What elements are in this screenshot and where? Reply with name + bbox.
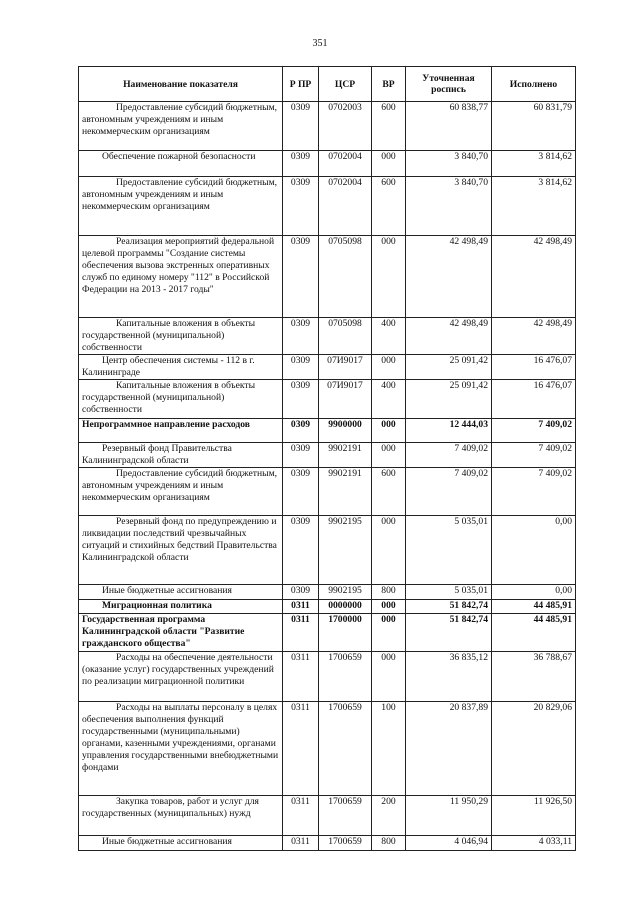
header-csr: ЦСР: [319, 67, 372, 102]
row-plan-cell: 7 409,02: [406, 443, 492, 468]
table-row: [79, 355, 576, 380]
row-vr-cell: 000: [372, 419, 406, 443]
row-vr-cell: 600: [372, 468, 406, 516]
row-plan-cell: 25 091,42: [406, 380, 492, 419]
row-rpr-cell: 0311: [283, 796, 319, 836]
budget-table: [78, 66, 576, 851]
page-number: 351: [312, 38, 328, 49]
row-plan-cell: 3 840,70: [406, 151, 492, 177]
header-vr: ВР: [372, 67, 406, 102]
row-rpr-cell: 0309: [283, 443, 319, 468]
table-row: [79, 796, 576, 836]
row-vr-cell: 000: [372, 236, 406, 318]
row-rpr-cell: 0311: [283, 652, 319, 702]
row-done-cell: 16 476,07: [492, 355, 576, 380]
row-name-cell: Иные бюджетные ассигнования: [79, 585, 283, 600]
table-row: [79, 702, 576, 796]
row-vr-cell: 800: [372, 585, 406, 600]
row-csr-cell: 1700659: [319, 836, 372, 851]
row-rpr-cell: 0311: [283, 614, 319, 652]
table-row: [79, 652, 576, 702]
row-done-cell: 0,00: [492, 585, 576, 600]
row-plan-cell: 51 842,74: [406, 600, 492, 614]
row-name-cell: Расходы на обеспечение деятельности (оказание услуг) государственных учреждений по реализации миграционной политики: [79, 652, 283, 702]
table-row: [79, 177, 576, 236]
row-vr-cell: 000: [372, 600, 406, 614]
row-plan-cell: 20 837,89: [406, 702, 492, 796]
row-csr-cell: 1700659: [319, 702, 372, 796]
row-csr-cell: 07И9017: [319, 380, 372, 419]
table-row: [79, 318, 576, 355]
header-plan: Уточненная роспись: [406, 67, 492, 102]
table-row: [79, 516, 576, 585]
row-csr-cell: 0702004: [319, 177, 372, 236]
row-vr-cell: 000: [372, 614, 406, 652]
row-rpr-cell: 0309: [283, 516, 319, 585]
row-plan-cell: 42 498,49: [406, 236, 492, 318]
table-header-row: [79, 67, 576, 102]
row-plan-cell: 60 838,77: [406, 102, 492, 151]
table-row: [79, 614, 576, 652]
table-row: [79, 236, 576, 318]
row-csr-cell: 1700659: [319, 652, 372, 702]
row-rpr-cell: 0311: [283, 702, 319, 796]
row-rpr-cell: 0309: [283, 318, 319, 355]
row-csr-cell: 9900000: [319, 419, 372, 443]
row-plan-cell: 4 046,94: [406, 836, 492, 851]
row-csr-cell: 9902191: [319, 443, 372, 468]
row-csr-cell: 0705098: [319, 318, 372, 355]
row-rpr-cell: 0309: [283, 177, 319, 236]
row-name-cell: Предоставление субсидий бюджетным, автономным учреждениям и иным некоммерческим организациям: [79, 177, 283, 236]
row-csr-cell: 0702004: [319, 151, 372, 177]
row-done-cell: 44 485,91: [492, 600, 576, 614]
table-row: [79, 151, 576, 177]
row-vr-cell: 100: [372, 702, 406, 796]
row-done-cell: 3 814,62: [492, 151, 576, 177]
row-name-cell: Центр обеспечения системы - 112 в г. Калининграде: [79, 355, 283, 380]
row-csr-cell: 9902195: [319, 585, 372, 600]
row-name-cell: Расходы на выплаты персоналу в целях обеспечения выполнения функций государственными (муниципальными) органами, казенными учреждениями, органами управления государственными внебюджетными фондами: [79, 702, 283, 796]
row-done-cell: 60 831,79: [492, 102, 576, 151]
row-vr-cell: 600: [372, 102, 406, 151]
row-done-cell: 42 498,49: [492, 318, 576, 355]
row-done-cell: 0,00: [492, 516, 576, 585]
row-plan-cell: 42 498,49: [406, 318, 492, 355]
row-rpr-cell: 0309: [283, 585, 319, 600]
row-done-cell: 7 409,02: [492, 468, 576, 516]
row-plan-cell: 36 835,12: [406, 652, 492, 702]
row-name-cell: Обеспечение пожарной безопасности: [79, 151, 283, 177]
row-plan-cell: 3 840,70: [406, 177, 492, 236]
row-rpr-cell: 0309: [283, 102, 319, 151]
table-row: [79, 443, 576, 468]
row-name-cell: Предоставление субсидий бюджетным, автономным учреждениям и иным некоммерческим организациям: [79, 468, 283, 516]
row-plan-cell: 11 950,29: [406, 796, 492, 836]
row-done-cell: 4 033,11: [492, 836, 576, 851]
table-row: [79, 468, 576, 516]
row-done-cell: 36 788,67: [492, 652, 576, 702]
row-done-cell: 44 485,91: [492, 614, 576, 652]
row-done-cell: 7 409,02: [492, 419, 576, 443]
row-vr-cell: 600: [372, 177, 406, 236]
row-done-cell: 42 498,49: [492, 236, 576, 318]
header-done: Исполнено: [492, 67, 576, 102]
row-vr-cell: 000: [372, 355, 406, 380]
row-vr-cell: 400: [372, 380, 406, 419]
table-row: [79, 419, 576, 443]
row-name-cell: Иные бюджетные ассигнования: [79, 836, 283, 851]
row-rpr-cell: 0311: [283, 600, 319, 614]
row-rpr-cell: 0309: [283, 468, 319, 516]
row-plan-cell: 5 035,01: [406, 516, 492, 585]
table-row: [79, 102, 576, 151]
row-done-cell: 16 476,07: [492, 380, 576, 419]
row-vr-cell: 000: [372, 151, 406, 177]
row-vr-cell: 200: [372, 796, 406, 836]
row-vr-cell: 000: [372, 652, 406, 702]
row-name-cell: Капитальные вложения в объекты государственной (муниципальной) собственности: [79, 380, 283, 419]
row-rpr-cell: 0309: [283, 236, 319, 318]
table-row: [79, 585, 576, 600]
row-name-cell: Резервный фонд Правительства Калининградской области: [79, 443, 283, 468]
row-vr-cell: 000: [372, 516, 406, 585]
table-row: [79, 380, 576, 419]
row-done-cell: 20 829,06: [492, 702, 576, 796]
row-vr-cell: 400: [372, 318, 406, 355]
row-rpr-cell: 0311: [283, 836, 319, 851]
header-rpr: Р ПР: [283, 67, 319, 102]
row-plan-cell: 12 444,03: [406, 419, 492, 443]
row-rpr-cell: 0309: [283, 151, 319, 177]
row-name-cell: Государственная программа Калининградской области "Развитие гражданского общества": [79, 614, 283, 652]
row-vr-cell: 800: [372, 836, 406, 851]
row-done-cell: 7 409,02: [492, 443, 576, 468]
row-name-cell: Капитальные вложения в объекты государственной (муниципальной) собственности: [79, 318, 283, 355]
row-rpr-cell: 0309: [283, 419, 319, 443]
row-rpr-cell: 0309: [283, 355, 319, 380]
row-name-cell: Предоставление субсидий бюджетным, автономным учреждениям и иным некоммерческим организациям: [79, 102, 283, 151]
row-name-cell: Миграционная политика: [79, 600, 283, 614]
row-csr-cell: 0705098: [319, 236, 372, 318]
header-name: Наименование показателя: [79, 67, 283, 102]
row-plan-cell: 25 091,42: [406, 355, 492, 380]
row-done-cell: 3 814,62: [492, 177, 576, 236]
row-csr-cell: 9902195: [319, 516, 372, 585]
row-name-cell: Реализация мероприятий федеральной целевой программы "Создание системы обеспечения вызова экстренных оперативных служб по единому номеру "112" в Российской Федерации на 2013 - 2017 годы": [79, 236, 283, 318]
row-csr-cell: 1700000: [319, 614, 372, 652]
row-csr-cell: 0702003: [319, 102, 372, 151]
row-plan-cell: 51 842,74: [406, 614, 492, 652]
table-row: [79, 836, 576, 851]
row-name-cell: Закупка товаров, работ и услуг для государственных (муниципальных) нужд: [79, 796, 283, 836]
row-plan-cell: 5 035,01: [406, 585, 492, 600]
row-name-cell: Резервный фонд по предупреждению и ликвидации последствий чрезвычайных ситуаций и стихийных бедствий Правительства Калининградской области: [79, 516, 283, 585]
row-csr-cell: 07И9017: [319, 355, 372, 380]
row-rpr-cell: 0309: [283, 380, 319, 419]
table-row: [79, 600, 576, 614]
row-plan-cell: 7 409,02: [406, 468, 492, 516]
row-csr-cell: 1700659: [319, 796, 372, 836]
row-csr-cell: 0000000: [319, 600, 372, 614]
row-done-cell: 11 926,50: [492, 796, 576, 836]
row-name-cell: Непрограммное направление расходов: [79, 419, 283, 443]
row-csr-cell: 9902191: [319, 468, 372, 516]
row-vr-cell: 000: [372, 443, 406, 468]
